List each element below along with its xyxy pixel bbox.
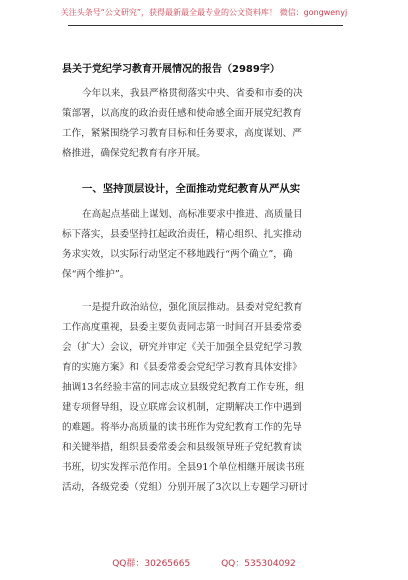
- text-line: 建专项督导组，设立联席会议机制，定期解决工作中遇到: [62, 402, 302, 413]
- footer-contact: [0, 556, 408, 569]
- text-line: 活动，各级党委（党组）分别开展了3次以上专题学习研讨: [62, 482, 308, 493]
- text-line: 工作高度重视，县委主要负责同志第一时间召开县委常委: [62, 322, 302, 333]
- text-line: 务求实效，以实际行动坚定不移地践行“两个确立”，确: [62, 249, 293, 260]
- subsection-paragraph: [62, 298, 352, 498]
- text-line: 工作，紧紧围绕学习教育目标和任务要求，高度谋划、严: [62, 128, 302, 139]
- intro-paragraph: [62, 84, 352, 164]
- header-divider: [68, 25, 343, 26]
- text-line: 会（扩大）会议，研究并审定《关于加强全县党纪学习教: [62, 342, 302, 353]
- text-line: 的难题。将举办高质量的读书班作为党纪教育工作的先导: [62, 422, 302, 433]
- text-line: 书班，切实发挥示范作用。全县91个单位相继开展读书班: [62, 462, 305, 473]
- text-line: 一是提升政治站位，强化顶层推动。县委对党纪教育: [82, 302, 303, 313]
- footer-qq: QQ：535304092: [221, 559, 296, 569]
- text-line: 和关键举措，组织县委常委会和县级领导班子党纪教育读: [62, 442, 302, 453]
- header-promo-note: 关注头条号“公文研究”，获得最新最全最专业的公文资料库！ 微信：gongwenyj: [60, 8, 348, 17]
- text-line: 育的实施方案》和《县委常委会党纪学习教育具体安排》: [62, 362, 302, 373]
- text-line: 保“两个维护”。: [62, 269, 130, 280]
- section-paragraph: [62, 205, 352, 285]
- footer-qq-group: QQ群：30265665: [112, 559, 191, 569]
- section-heading: 一、坚持顶层设计，全面推动党纪教育从严从实: [82, 183, 301, 195]
- text-line: 抽调13名经验丰富的同志成立县级党纪教育工作专班，组: [62, 382, 305, 393]
- text-line: 格推进，确保党纪教育有序开展。: [62, 148, 206, 159]
- text-line: 策部署，以高度的政治责任感和使命感全面开展党纪教育: [62, 108, 302, 119]
- text-line: 标下落实，县委坚持扛起政治责任，精心组织、扎实推动: [62, 229, 302, 240]
- text-line: 今年以来，我县严格贯彻落实中央、省委和市委的决: [82, 88, 303, 99]
- document-title: 县关于党纪学习教育开展情况的报告（2989字）: [62, 64, 280, 75]
- text-line: 在高起点基础上谋划、高标准要求中推进、高质量目: [82, 209, 303, 220]
